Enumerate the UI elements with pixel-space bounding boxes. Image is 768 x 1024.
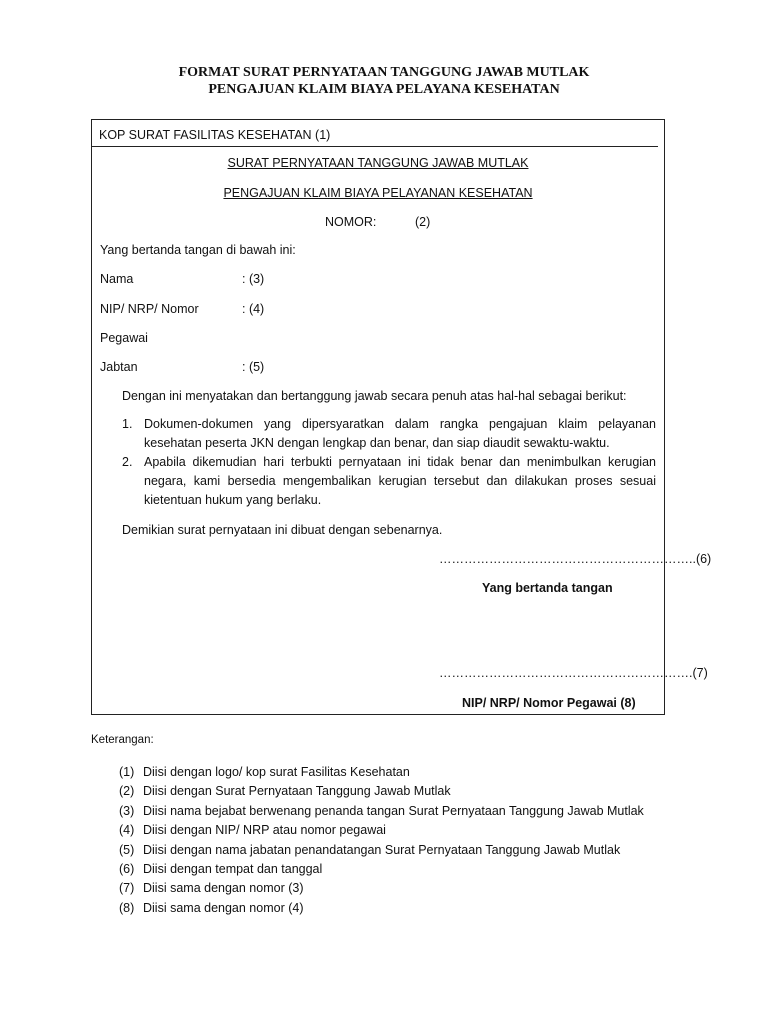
note-text: Diisi dengan logo/ kop surat Fasilitas Kesehatan <box>143 765 410 779</box>
list-item <box>119 821 644 840</box>
list-item <box>119 860 644 879</box>
point-number: 2. <box>122 455 133 469</box>
list-item <box>122 415 656 453</box>
list-item <box>119 802 644 821</box>
list-item <box>119 879 644 898</box>
note-text: Diisi sama dengan nomor (3) <box>143 881 304 896</box>
list-item <box>119 841 644 860</box>
note-number: (3) <box>119 803 135 818</box>
point-text: Apabila dikemudian hari terbukti pernyataan ini tidak benar dan menimbulkan kerugian negara, kami bersedia mengembalikan kerugian tersebut dan dilakukan proses sesuai kietentuan hukum yang berlaku. <box>144 455 656 507</box>
field-label-pegawai: Pegawai <box>100 331 148 345</box>
note-number: (2) <box>119 784 135 799</box>
note-text: Diisi sama dengan nomor (4) <box>143 900 304 915</box>
closing-text: Demikian surat pernyataan ini dibuat dengan sebenarnya. <box>122 523 443 537</box>
note-number: (7) <box>119 881 135 896</box>
letter-form-box <box>91 119 712 715</box>
note-text: Diisi dengan NIP/ NRP atau nomor pegawai <box>143 823 386 838</box>
note-number: (6) <box>119 862 135 877</box>
signature-line: …………………………………………………….(7) <box>439 666 708 680</box>
intro-text: Yang bertanda tangan di bawah ini: <box>100 243 296 257</box>
field-value-jabatan: : (5) <box>242 360 265 374</box>
document-title-line2: PENGAJUAN KLAIM BIAYA PELAYANA KESEHATAN <box>208 82 560 97</box>
field-label-nama: Nama <box>100 272 134 286</box>
signer-label: Yang bertanda tangan <box>482 581 613 595</box>
field-label-nip: NIP/ NRP/ Nomor <box>100 302 199 316</box>
kop-divider <box>92 146 658 147</box>
note-text: Diisi dengan Surat Pernyataan Tanggung Jawab Mutlak <box>143 784 451 799</box>
list-item <box>119 763 644 782</box>
note-text: Diisi nama bejabat berwenang penanda tangan Surat Pernyataan Tanggung Jawab Mutlak <box>143 803 644 818</box>
notes-list <box>119 763 644 918</box>
kop-label: KOP SURAT FASILITAS KESEHATAN (1) <box>99 128 331 142</box>
notes-title: Keterangan: <box>91 734 154 746</box>
nip-label: NIP/ NRP/ Nomor Pegawai (8) <box>462 696 636 710</box>
note-number: (1) <box>119 765 135 779</box>
point-text: Dokumen-dokumen yang dipersyaratkan dalam rangka pengajuan klaim pelayanan kesehatan peserta JKN dengan lengkap dan benar, dan siap diaudit sewaktu-waktu. <box>144 417 656 450</box>
document-title-line1: FORMAT SURAT PERNYATAAN TANGGUNG JAWAB MUTLAK <box>178 65 590 80</box>
note-number: (8) <box>119 900 135 915</box>
letter-heading: SURAT PERNYATAAN TANGGUNG JAWAB MUTLAK <box>227 156 529 170</box>
list-item <box>122 453 656 510</box>
point-number: 1. <box>122 417 133 431</box>
note-number: (4) <box>119 823 135 838</box>
list-item <box>119 899 644 918</box>
statement-text: Dengan ini menyatakan dan bertanggung jawab secara penuh atas hal-hal sebagai berikut: <box>122 389 627 403</box>
nomor-value: (2) <box>415 215 431 229</box>
nomor-label: NOMOR: <box>325 215 377 229</box>
field-label-jabatan: Jabtan <box>100 360 138 374</box>
letter-subheading: PENGAJUAN KLAIM BIAYA PELAYANAN KESEHATAN <box>223 186 533 200</box>
place-date-line: ……………………………………………………..(6) <box>439 552 712 566</box>
note-text: Diisi dengan nama jabatan penandatangan Surat Pernyataan Tanggung Jawab Mutlak <box>143 842 621 857</box>
list-item <box>119 782 644 801</box>
points-list <box>122 415 656 510</box>
field-value-nip: : (4) <box>242 302 265 316</box>
note-text: Diisi dengan tempat dan tanggal <box>143 862 323 877</box>
note-number: (5) <box>119 842 135 857</box>
field-value-nama: : (3) <box>242 272 265 286</box>
